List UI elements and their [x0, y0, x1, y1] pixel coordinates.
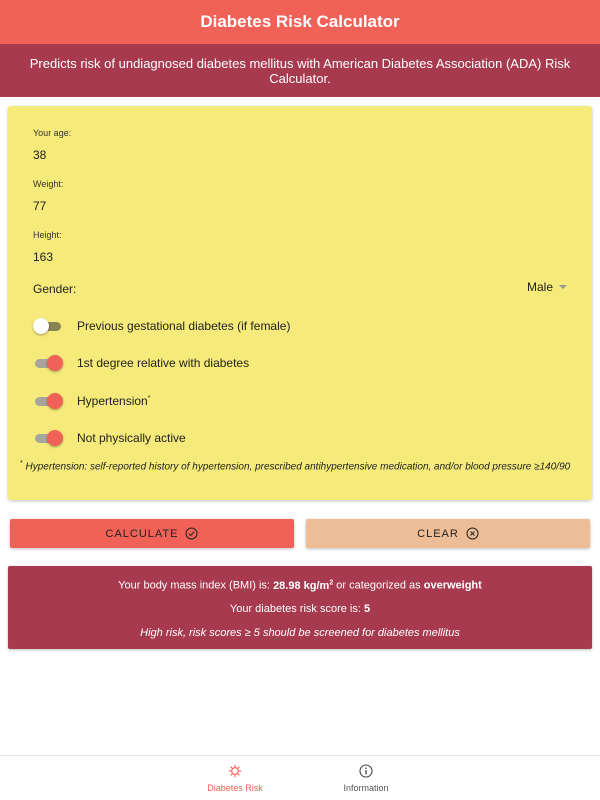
description-banner	[0, 44, 600, 97]
age-field[interactable]	[33, 128, 71, 162]
hypertension-label-text: Hypertension	[77, 394, 148, 408]
height-field[interactable]	[33, 230, 62, 264]
relative-diabetes-label: 1st degree relative with diabetes	[77, 356, 250, 370]
gestational-diabetes-row	[33, 317, 290, 335]
toggle-knob	[33, 318, 49, 334]
hypertension-toggle[interactable]	[33, 392, 63, 410]
close-circle-icon	[466, 527, 479, 540]
app-title: Diabetes Risk Calculator	[200, 12, 400, 31]
toggle-knob	[47, 393, 63, 409]
score-prefix: Your diabetes risk score is:	[229, 603, 364, 615]
bmi-exponent: 2	[329, 579, 334, 586]
age-label: Your age:	[33, 128, 72, 138]
relative-diabetes-row	[33, 354, 249, 372]
top-bar	[0, 0, 600, 44]
bmi-number: 28.98 kg/m	[273, 579, 330, 592]
gestational-diabetes-toggle[interactable]	[33, 317, 63, 335]
score-value: 5	[363, 603, 371, 615]
gender-select[interactable]	[527, 280, 567, 294]
tab-diabetes-risk[interactable]	[190, 764, 280, 793]
age-input[interactable]: 38	[33, 148, 47, 162]
tab-information-label: Information	[343, 783, 389, 793]
check-circle-icon	[185, 527, 198, 540]
relative-diabetes-toggle[interactable]	[33, 354, 63, 372]
toggle-knob	[47, 430, 63, 446]
gender-row	[33, 280, 567, 298]
virus-icon	[190, 764, 280, 780]
hypertension-footnote	[20, 456, 580, 474]
info-icon	[321, 764, 411, 780]
bmi-category: overweight	[423, 579, 482, 592]
physical-activity-label: Not physically active	[77, 431, 186, 445]
clear-button[interactable]	[306, 519, 590, 548]
gestational-diabetes-label: Previous gestational diabetes (if female)	[77, 319, 291, 333]
weight-field[interactable]	[33, 179, 63, 213]
bmi-prefix: Your body mass index (BMI) is:	[118, 579, 274, 592]
clear-label: CLEAR	[417, 527, 459, 540]
weight-label: Weight:	[33, 179, 64, 189]
description-text: Predicts risk of undiagnosed diabetes mellitus with American Diabetes Association (ADA) Risk Calculator.	[29, 56, 571, 86]
bmi-result	[8, 579, 592, 592]
toggle-knob	[47, 355, 63, 371]
hypertension-label	[77, 394, 150, 408]
physical-activity-row	[33, 429, 186, 447]
caret-down-icon	[559, 285, 567, 289]
height-input[interactable]: 163	[33, 250, 54, 264]
risk-advice: High risk, risk scores ≥ 5 should be screened for diabetes mellitus	[140, 627, 460, 639]
hypertension-row	[33, 392, 150, 410]
gender-value: Male	[526, 280, 553, 294]
calculate-label: CALCULATE	[105, 527, 179, 540]
tab-information[interactable]	[321, 764, 411, 793]
gender-label: Gender:	[33, 282, 77, 296]
bmi-value	[273, 580, 333, 592]
footnote-text: Hypertension: self-reported history of hypertension, prescribed antihypertensive medication, and/or blood pressure ≥140/90	[22, 461, 571, 473]
footnote-mark: *	[20, 460, 23, 467]
physical-activity-toggle[interactable]	[33, 429, 63, 447]
calculate-button[interactable]	[10, 519, 294, 548]
height-label: Height:	[33, 230, 62, 240]
footnote-mark: *	[147, 395, 151, 402]
result-card	[8, 566, 592, 649]
tab-diabetes-risk-label: Diabetes Risk	[207, 783, 263, 793]
bottom-tab-bar	[0, 755, 600, 800]
risk-score-result	[8, 603, 592, 615]
bmi-mid: or categorized as	[333, 579, 424, 592]
weight-input[interactable]: 77	[33, 199, 47, 213]
input-card	[8, 106, 592, 500]
